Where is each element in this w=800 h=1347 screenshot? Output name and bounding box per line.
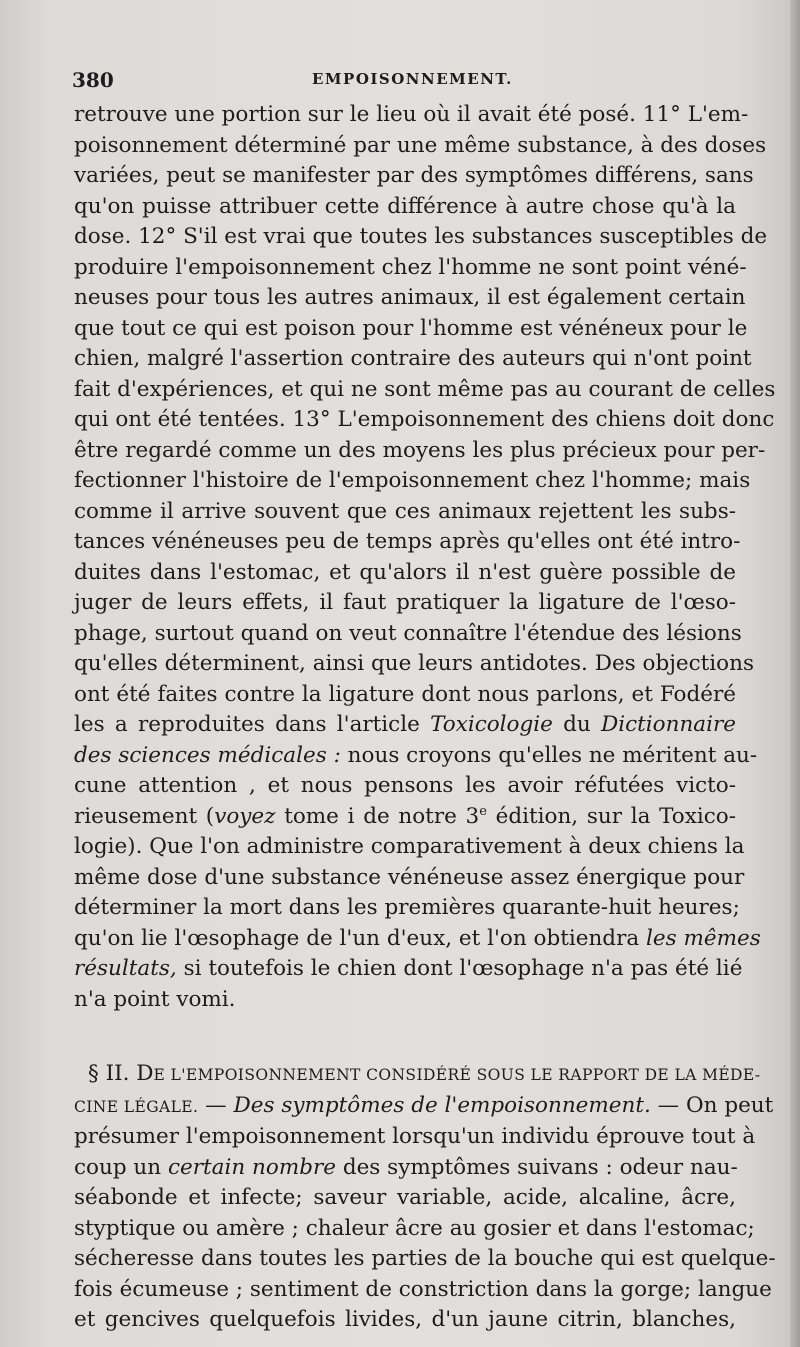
text-line: retrouve une portion sur le lieu où il avait été posé. 11° L'em- (74, 102, 749, 127)
text-line: juger de leurs effets, il faut pratiquer la ligature de l'œso- (74, 590, 736, 615)
text-line: cune attention , et nous pensons les avoir réfutées victo- (74, 773, 736, 798)
text-line: dose. 12° S'il est vrai que toutes les substances susceptibles de (74, 224, 768, 249)
text-line: et gencives quelquefois livides, d'un jaune citrin, blanches, (74, 1307, 736, 1332)
text-line: fectionner l'histoire de l'empoisonnement chez l'homme; mais (74, 468, 751, 493)
text-line: poisonnement déterminé par une même substance, à des doses (74, 132, 767, 158)
paragraph-1 (74, 100, 776, 710)
text-line: duites dans l'estomac, et qu'alors il n'est guère possible de (74, 559, 736, 585)
text-line: styptique ou amère ; chaleur âcre au gosier et dans l'estomac; (74, 1215, 755, 1241)
text-line: déterminer la mort dans les premières quarante-huit heures; (74, 895, 740, 920)
text-line: résultats, si toutefois le chien dont l'œsophage n'a pas été lié (74, 956, 743, 981)
text-line: fois écumeuse ; sentiment de constriction dans la gorge; langue (74, 1276, 772, 1302)
section-heading-continued: CINE LÉGALE. — Des symptômes de l'empoisonnement. — On peut (74, 1092, 774, 1118)
text-line: comme il arrive souvent que ces animaux rejettent les subs- (74, 498, 736, 524)
body-text (74, 100, 776, 1336)
text-line: même dose d'une substance vénéneuse assez énergique pour (74, 864, 745, 890)
text-line: qu'on puisse attribuer cette différence à autre chose qu'à la (74, 193, 736, 219)
paragraph-gap (74, 1015, 736, 1059)
text-line: rieusement (voyez tome i de notre 3e édition, sur la Toxico- (74, 803, 736, 829)
text-line: neuses pour tous les autres animaux, il est également certain (74, 285, 746, 310)
section-heading: § II. DE L'EMPOISONNEMENT CONSIDÉRÉ SOUS LE RAPPORT DE LA MÉDE- (88, 1061, 761, 1086)
text-line: logie). Que l'on administre comparativement à deux chiens la (74, 834, 745, 859)
text-line: que tout ce qui est poison pour l'homme est vénéneux pour le (74, 315, 748, 341)
text-line: des sciences médicales : nous croyons qu'elles ne méritent au- (74, 742, 758, 768)
page-edge-shadow (790, 0, 800, 1347)
running-title: EMPOISONNEMENT. (312, 70, 513, 88)
text-line: ont été faites contre la ligature dont nous parlons, et Fodéré (74, 681, 736, 707)
text-line: séabonde et infecte; saveur variable, acide, alcaline, âcre, (74, 1185, 736, 1210)
text-line: les a reproduites dans l'article Toxicologie du Dictionnaire (74, 712, 736, 737)
text-line: qu'on lie l'œsophage de l'un d'eux, et l'on obtiendra les mêmes (74, 925, 761, 951)
text-line: phage, surtout quand on veut connaître l'étendue des lésions (74, 620, 742, 646)
text-line: tances vénéneuses peu de temps après qu'elles ont été intro- (74, 529, 741, 554)
text-line: sécheresse dans toutes les parties de la bouche qui est quelque- (74, 1246, 776, 1271)
text-line: coup un certain nombre des symptômes suivans : odeur nau- (74, 1154, 738, 1180)
text-line: présumer l'empoisonnement lorsqu'un individu éprouve tout à (74, 1124, 756, 1149)
text-line: produire l'empoisonnement chez l'homme ne sont point véné- (74, 254, 747, 280)
page-number: 380 (72, 68, 114, 92)
text-line: être regardé comme un des moyens les plus précieux pour per- (74, 437, 766, 463)
text-line: qui ont été tentées. 13° L'empoisonnement des chiens doit donc (74, 407, 775, 432)
running-header (72, 68, 736, 98)
text-line: chien, malgré l'assertion contraire des auteurs qui n'ont point (74, 346, 752, 371)
text-line: fait d'expériences, et qui ne sont même pas au courant de celles (74, 376, 776, 402)
text-line: qu'elles déterminent, ainsi que leurs antidotes. Des objections (74, 651, 755, 676)
text-line: variées, peut se manifester par des symptômes différens, sans (74, 163, 754, 188)
text-line: n'a point vomi. (74, 986, 236, 1012)
